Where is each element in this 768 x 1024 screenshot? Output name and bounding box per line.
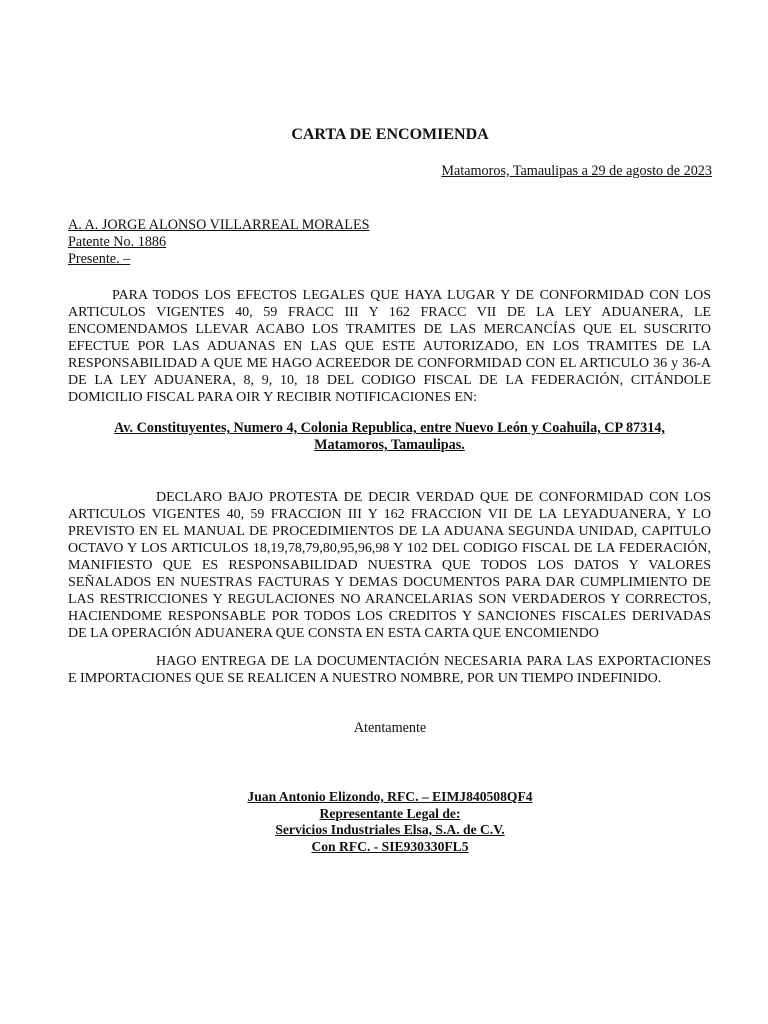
signature-block — [0, 789, 768, 855]
closing-salutation: Atentamente — [353, 720, 427, 736]
signature-company-rfc: Con RFC. - SIE930330FL5 — [311, 838, 469, 854]
addressee-name: A. A. JORGE ALONSO VILLARREAL MORALES — [68, 217, 370, 233]
addressee-block — [68, 217, 370, 268]
signature-role: Representante Legal de: — [319, 805, 461, 821]
addressee-presente: Presente. – — [68, 251, 131, 267]
addressee-patent: Patente No. 1886 — [68, 234, 167, 250]
signature-name-rfc: Juan Antonio Elizondo, RFC. – EIMJ840508QF4 — [247, 789, 533, 804]
fiscal-address-line-1: Av. Constituyentes, Numero 4, Colonia Republica, entre Nuevo León y Coahuila, CP 87314, — [114, 420, 665, 436]
fiscal-address — [68, 420, 711, 454]
paragraph-declaration: DECLARO BAJO PROTESTA DE DECIR VERDAD QUE DE CONFORMIDAD CON LOS ARTICULOS VIGENTES 40, 59 FRACCION III Y 162 FRACCION VII DE LA LEYADUANERA, Y LO PREVISTO EN EL MANUAL DE PROCEDIMIENTOS DE LA ADUANA SEGUNDA UNIDAD, CAPITULO OCTAVO Y LOS ARTICULOS 18,19,78,79,80,95,96,98 Y 102 DEL CODIGO FISCAL DE LA FEDERACIÓN, MANIFIESTO QUE ES RESPONSABILIDAD NUESTRA QUE TODOS LOS DATOS Y VALORES SEÑALADOS EN NUESTRAS FACTURAS Y DEMAS DOCUMENTOS PARA DAR CUMPLIMIENTO DE LAS RESTRICCIONES Y REGULACIONES NO ARANCELARIAS SON VERDADEROS Y CORRECTOS, HACIENDOME RESPONSABLE POR TODOS LOS CREDITOS Y SANCIONES FISCALES DERIVADAS DE LA OPERACIÓN ADUANERA QUE CONSTA EN ESTA CARTA QUE ENCOMIENDO — [68, 490, 711, 641]
paragraph-documentation: HAGO ENTREGA DE LA DOCUMENTACIÓN NECESARIA PARA LAS EXPORTACIONES E IMPORTACIONES QUE SE REALICEN A NUESTRO NOMBRE, POR UN TIEMPO INDEFINIDO. — [68, 654, 711, 686]
document-title: CARTA DE ENCOMIENDA — [291, 126, 489, 143]
paragraph-legal-effects: PARA TODOS LOS EFECTOS LEGALES QUE HAYA LUGAR Y DE CONFORMIDAD CON LOS ARTICULOS VIGENTES 40, 59 FRACC III Y 162 FRACC VII DE LA LEY ADUANERA, LE ENCOMENDAMOS LLEVAR ACABO LOS TRAMITES DE LAS MERCANCÍAS QUE EL SUSCRITO EFECTUE POR LAS ADUANAS EN LAS QUE ESTE AUTORIZADO, EN LOS TRAMITES DE LA RESPONSABILIDAD A QUE ME HAGO ACREEDOR DE CONFORMIDAD CON EL ARTICULO 36 y 36-A DE LA LEY ADUANERA, 8, 9, 10, 18 DEL CODIGO FISCAL DE LA FEDERACIÓN, CITÁNDOLE DOMICILIO FISCAL PARA OIR Y RECIBIR NOTIFICACIONES EN: — [68, 288, 711, 405]
signature-company: Servicios Industriales Elsa, S.A. de C.V. — [275, 822, 505, 837]
date-line: Matamoros, Tamaulipas a 29 de agosto de 2023 — [441, 163, 712, 179]
fiscal-address-line-2: Matamoros, Tamaulipas. — [314, 437, 465, 453]
